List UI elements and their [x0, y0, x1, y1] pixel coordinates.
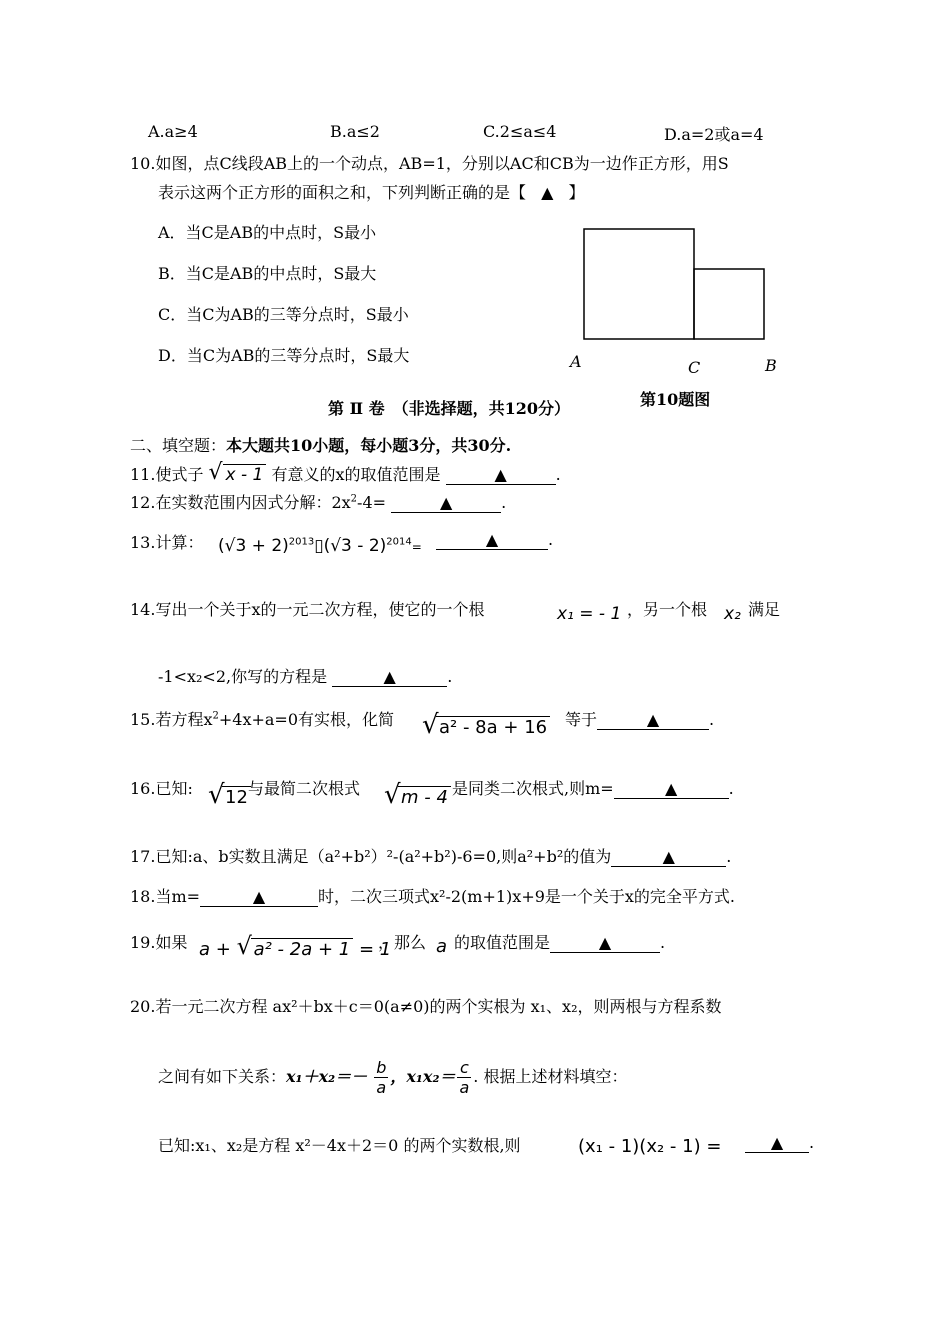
q14-answer-blank[interactable]: [332, 668, 447, 687]
q15: [130, 707, 394, 730]
q20-answer-blank[interactable]: [745, 1134, 809, 1153]
q15-suffix: 等于: [565, 710, 598, 729]
q13-dot: ▯: [314, 536, 324, 556]
q16-prefix: 16.已知:: [130, 779, 193, 798]
small-square: [694, 269, 764, 339]
q16-rad1: 12: [222, 786, 251, 808]
q15-tail: [565, 707, 714, 730]
q20-line2-suffix: . 根据上述材料填空：: [473, 1067, 628, 1086]
q19-radicand: a² - 2a + 1: [251, 938, 354, 960]
q12-mid: -4=: [357, 493, 387, 512]
q18-answer-blank[interactable]: [200, 888, 318, 907]
q13-expr2: (√3 - 2): [323, 536, 387, 556]
q14-end: .: [447, 667, 453, 686]
q19-answer-blank[interactable]: [550, 934, 660, 953]
q10-stem: 表示这两个正方形的面积之和，下列判断正确的是【: [158, 183, 527, 202]
q19-mid: ，那么: [378, 933, 427, 952]
q12-end: .: [501, 493, 507, 512]
q17-text: 17.已知:a、b实数且满足（a²+b²）²-(a²+b²)-6=0,则a²+b²的值为: [130, 847, 612, 866]
q19-prefix: 19.如果: [130, 933, 188, 952]
q18-prefix: 18.当m=: [130, 887, 201, 906]
q14-mid: ，另一个根: [627, 600, 708, 619]
q20-frac1-den: a: [376, 1078, 387, 1097]
figure-caption: 第10题图: [640, 390, 711, 409]
q19-expr-eq: = 1: [353, 939, 392, 960]
q20-line3-expr: (x₁ - 1)(x₂ - 1) =: [578, 1136, 722, 1157]
answer-mark: ▲: [383, 667, 396, 686]
q14-line2-text: -1<x₂<2,你写的方程是: [158, 667, 328, 686]
answer-mark: ▲: [770, 1133, 784, 1152]
q20-frac2-den: a: [459, 1078, 470, 1097]
answer-mark: ▲: [252, 887, 266, 906]
q9-option-c: C.2≤a≤4: [483, 122, 557, 141]
q20-product: ，x₁x₂＝: [390, 1067, 456, 1086]
q16-radical1: √ 12: [208, 786, 251, 808]
q11: [130, 462, 561, 485]
q19-tail: [454, 930, 665, 953]
q20-frac2: [457, 1058, 471, 1097]
answer-mark: ▲: [494, 465, 507, 484]
q20-line2-prefix: 之间有如下关系：: [158, 1067, 287, 1086]
q14-line1: [130, 597, 484, 620]
q15-answer-blank[interactable]: [597, 711, 709, 730]
q11-prefix: 11.使式子: [130, 465, 204, 484]
q19-end: .: [660, 933, 666, 952]
section-heading-prefix: 二、填空题：: [130, 436, 227, 455]
answer-mark: ▲: [485, 530, 499, 549]
q10-option-c: C．当C为AB的三等分点时，S最小: [158, 305, 409, 324]
section2-title: 第 Ⅱ 卷 （非选择题，共120分）: [328, 399, 571, 418]
q20-frac1-num: b: [376, 1058, 387, 1077]
q13-expr1: (√3 + 2): [218, 536, 289, 556]
q17-answer-blank[interactable]: [611, 848, 726, 867]
q11-answer-blank[interactable]: [446, 466, 556, 485]
q16-radical2: √ m - 4: [384, 786, 451, 808]
q10-line1: 10.如图，点C线段AB上的一个动点，AB=1，分别以AC和CB为一边作正方形，用S: [130, 154, 729, 173]
q16-suffix: 是同类二次根式,则m=: [452, 779, 614, 798]
q16-tail: [452, 776, 734, 799]
q12-answer-blank[interactable]: [391, 494, 501, 513]
q10-figure: [560, 220, 800, 390]
q9-option-a: A.a≥4: [148, 122, 198, 141]
q12: [130, 490, 506, 513]
q19-expression: a + √ a² - 2a + 1 = 1: [199, 932, 392, 960]
q19-expr-a: a +: [199, 939, 237, 960]
q15-radicand: a² - 8a + 16: [436, 716, 550, 738]
answer-mark: ▲: [646, 710, 660, 729]
q14-root1: x₁ = - 1: [557, 604, 622, 624]
q16-answer-blank[interactable]: [614, 780, 729, 799]
q15-radical: √ a² - 8a + 16: [422, 716, 550, 738]
figure-label-a: A: [570, 352, 582, 371]
section-heading-bold: 本大题共10小题，每小题3分，共30分.: [226, 436, 512, 455]
q18-suffix: 时，二次三项式x²-2(m+1)x+9是一个关于x的完全平方式.: [318, 887, 736, 906]
q10-answer-mark: ▲: [541, 183, 554, 202]
q13-answer: [436, 530, 553, 550]
q10-option-b: B．当C是AB的中点时，S最大: [158, 264, 377, 283]
q12-exponent: 2: [350, 493, 358, 505]
q12-prefix: 12.在实数范围内因式分解：2x: [130, 493, 351, 512]
q11-suffix: 有意义的x的取值范围是: [271, 465, 441, 484]
q13: [130, 530, 203, 553]
q16-mid: 与最简二次根式: [248, 779, 361, 798]
q17-end: .: [726, 847, 732, 866]
answer-mark: ▲: [598, 933, 612, 952]
answer-mark: ▲: [662, 847, 675, 866]
q11-end: .: [555, 465, 561, 484]
q9-option-d: D.a=2或a=4: [664, 125, 764, 144]
section-heading: [130, 433, 511, 456]
q10-option-a: A．当C是AB的中点时，S最小: [158, 223, 377, 242]
q11-radicand: x - 1: [223, 464, 267, 485]
q14-line2: [158, 664, 452, 687]
q20-end: .: [809, 1133, 815, 1152]
large-square: [584, 229, 694, 339]
q16-end: .: [728, 779, 734, 798]
q19-var: a: [436, 936, 448, 957]
q15-prefix: 15.若方程x: [130, 710, 213, 729]
q17: [130, 844, 731, 867]
figure-label-b: B: [765, 356, 777, 375]
q20-frac1: [374, 1058, 388, 1097]
q15-exponent: 2: [212, 710, 219, 722]
q10-close-bracket: 】: [568, 183, 585, 202]
figure-label-c: C: [688, 358, 701, 377]
q13-exp2: 2014: [386, 536, 412, 548]
q10-option-d: D．当C为AB的三等分点时，S最大: [158, 346, 410, 365]
q18: [130, 884, 735, 907]
q20-frac2-num: c: [457, 1058, 471, 1078]
q11-radical: √ x - 1: [209, 464, 267, 485]
answer-mark: ▲: [665, 779, 678, 798]
q13-exp1: 2013: [288, 536, 315, 548]
q14-root2: x₂: [724, 604, 741, 624]
q13-eq: =: [411, 540, 422, 554]
q20-line3-prefix: 已知:x₁、x₂是方程 x²－4x＋2＝0 的两个实数根,则: [158, 1136, 521, 1155]
q20-line2: [158, 1058, 627, 1097]
q16-rad2: m - 4: [398, 786, 451, 808]
q20-answer: [745, 1133, 814, 1153]
q15-end: .: [709, 710, 715, 729]
q13-end: .: [548, 530, 554, 549]
q15-mid: +4x+a=0有实根，化简: [218, 710, 395, 729]
q10-line2: [158, 180, 585, 203]
q13-expression: [218, 536, 422, 556]
q14-line1-end: 满足: [748, 600, 781, 619]
q9-option-b: B.a≤2: [330, 122, 380, 141]
q20-line1: 20.若一元二次方程 ax²＋bx＋c＝0(a≠0)的两个实根为 x₁、x₂，则两根与方程系数: [130, 997, 722, 1016]
q13-prefix: 13.计算：: [130, 533, 204, 552]
answer-mark: ▲: [439, 493, 453, 512]
q14-prefix: 14.写出一个关于x的一元二次方程，使它的一个根: [130, 600, 485, 619]
q20-sum: x₁＋x₂＝－: [286, 1067, 368, 1086]
q13-answer-blank[interactable]: [436, 531, 548, 550]
q19-suffix: 的取值范围是: [454, 933, 551, 952]
